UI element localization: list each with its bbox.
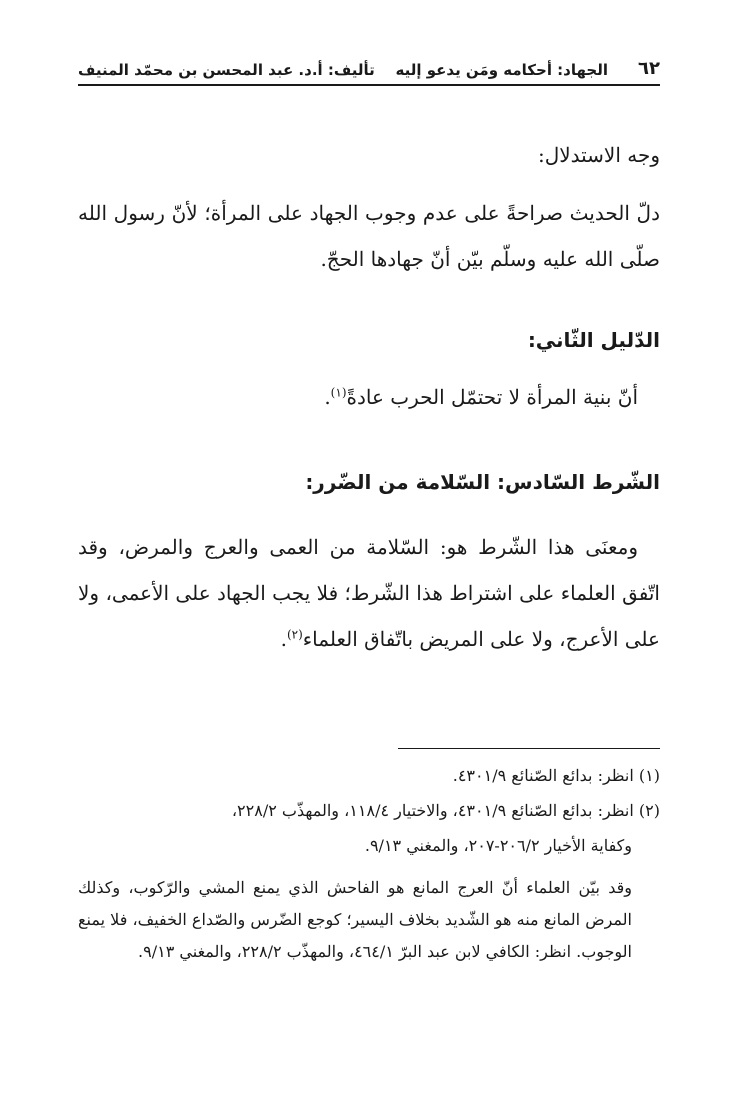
second-evidence-paragraph	[78, 374, 660, 420]
sixth-condition-end: .	[280, 627, 287, 651]
footnote-ref-1: (١)	[330, 385, 347, 400]
sixth-condition-heading: الشّرط السّادس: السّلامة من الضّرر:	[305, 470, 660, 494]
second-evidence-text: أنّ بنية المرأة لا تحتمّل الحرب عادةً	[346, 385, 638, 409]
footnote-2-line-1: (٢) انظر: بدائع الصّنائع ٤٣٠١/٩، والاختيار ١١٨/٤، والمهذّب ٢٢٨/٢،	[231, 801, 660, 820]
footnote-2-explanation: وقد بيّن العلماء أنّ العرج المانع هو الفاحش الذي يمنع المشي والرّكوب، وكذلك المرض المانع منه هو الشّديد بخلاف اليسير؛ كوجع الضّرس والصّداع الخفيف، فلا يمنع الوجوب. انظر: الكافي لابن عبد البرّ ٤٦٤/١، والمهذّب ٢٢٨/٢، والمغني ٩/١٣.	[78, 878, 632, 961]
inference-paragraph: دلّ الحديث صراحةً على عدم وجوب الجهاد على المرأة؛ لأنّ رسول الله صلّى الله عليه وسلّم بيّن أنّ جهادها الحجّ.	[78, 201, 660, 271]
footnote-2-line-2: وكفاية الأخيار ٢٠٦/٢-٢٠٧، والمغني ٩/١٣.	[364, 836, 632, 855]
second-evidence-heading: الدّليل الثّاني:	[527, 328, 660, 352]
footnote-1: (١) انظر: بدائع الصّنائع ٤٣٠١/٩.	[452, 766, 660, 785]
second-evidence-end: .	[324, 385, 331, 409]
page-number: ٦٢	[638, 58, 660, 79]
inference-label: وجه الاستدلال:	[537, 143, 660, 167]
sixth-condition-text: ومعنَى هذا الشّرط هو: السّلامة من العمى والعرج والمرض، وقد اتّفق العلماء على اشتراط هذا الشّرط؛ فلا يجب الجهاد على الأعمى، ولا على الأعرج، ولا على المريض باتّفاق العلماء	[78, 535, 660, 651]
footnote-separator	[398, 748, 660, 749]
author-line: تأليف: أ.د. عبد المحسن بن محمّد المنيف	[78, 61, 375, 79]
sixth-condition-paragraph	[78, 524, 660, 662]
running-header	[78, 58, 660, 86]
footnote-ref-2: (٢)	[286, 627, 303, 642]
book-title: الجهاد: أحكامه ومَن يدعو إليه	[395, 61, 608, 79]
